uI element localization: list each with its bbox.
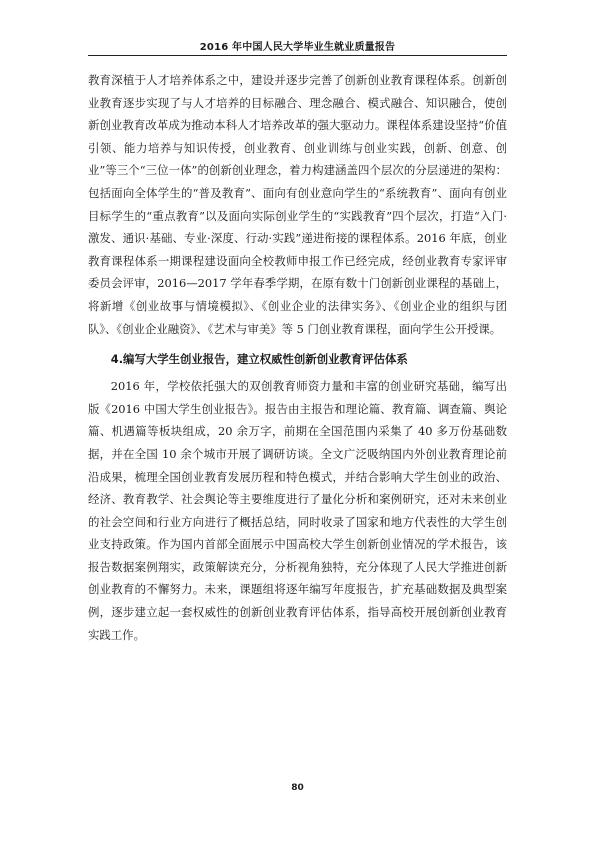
page-number: 80: [291, 783, 304, 793]
page-body: [88, 69, 507, 646]
page-header: 2016 年中国人民大学毕业生就业质量报告: [199, 42, 396, 53]
section-heading: 4.编写大学生创业报告，建立权威性创新创业教育评估体系: [110, 352, 408, 367]
body-paragraph-2: 2016 年，学校依托强大的双创教育师资力量和丰富的创业研究基础，编写出版《2016 中国大学生创业报告》。报告由主报告和理论篇、教育篇、调查篇、舆论篇、机遇篇等板块组成，20 余万字，前期在全国范围内采集了 40 多万份基础数据，并在全国 10 余个城市开展了调研访谈。全文广泛吸纳国内外创业教育理论前沿成果，梳理全国创业教育发展历程和特色模式，并结合影响大学生创业的政治、经济、教育教学、社会舆论等主要维度进行了量化分析和案例研究，还对未来创业的社会空间和行业方向进行了概括总结，同时收录了国家和地方代表性的大学生创业支持政策。作为国内首部全面展示中国高校大学生创新创业情况的学术报告，该报告数据案例翔实，政策解读充分，分析视角独特，充分体现了人民大学推进创新创业教育的不懈努力。未来，课题组将逐年编写年度报告，扩充基础数据及典型案例，逐步建立起一套权威性的创新创业教育评估体系，指导高校开展创新创业教育实践工作。: [88, 379, 507, 642]
body-paragraph-1: 教育深植于人才培养体系之中，建设并逐步完善了创新创业教育课程体系。创新创业教育逐步实现了与人才培养的目标融合、理念融合、模式融合、知识融合，使创新创业教育改革成为推动本科人才培养改革的强大驱动力。课程体系建设坚持“价值引领、能力培养与知识传授，创业教育、创业训练与创业实践，创新、创意、创业”等三个“三位一体”的创新创业理念，着力构建涵盖四个层次的分层递进的架构：包括面向全体学生的“普及教育”、面向有创业意向学生的“系统教育”、面向有创业目标学生的“重点教育”以及面向实际创业学生的“实践教育”四个层次，打造“入门·激发、通识·基础、专业·深度、行动·实践”递进衔接的课程体系。2016 年底，创业教育课程体系一期课程建设面向全校教师申报工作已经完成，经创业教育专家评审委员会评审，2016—2017 学年春季学期，在原有数十门创新创业课程的基础上，将新增《创业故事与情境模拟》、《创业企业的法律实务》、《创业企业的组织与团队》、《创业企业融资》、《艺术与审美》等 5 门创业教育课程，面向学生公开授课。: [88, 73, 507, 336]
header-divider: [88, 55, 507, 56]
